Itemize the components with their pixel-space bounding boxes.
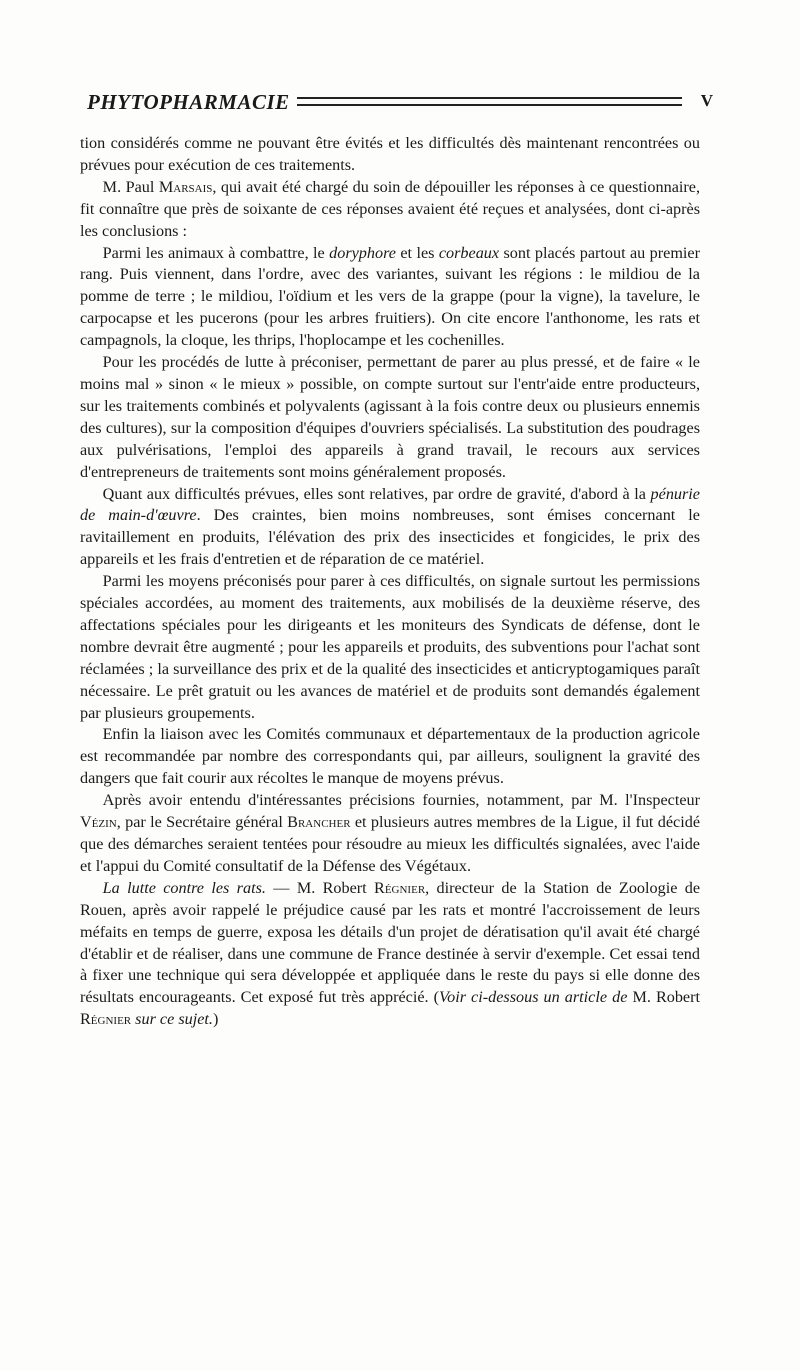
page-number: V: [700, 91, 713, 110]
person-name: Régnier: [374, 878, 426, 897]
paragraph-8: Après avoir entendu d'intéressantes précisions fournies, notamment, par M. l'Inspecteur Vézin, par le Secrétaire général Brancher et plusieurs autres membres de la Ligue, il fut décidé que des démarches seraient tentées pour résoudre au mieux les difficultés signalées, avec l'aide et l'appui du Comité consultatif de la Défense des Végétaux.: [80, 791, 701, 875]
emphasis: pénurie de main-d'œuvre: [80, 484, 700, 525]
paragraph-9: La lutte contre les rats. — M. Robert Régnier, directeur de la Station de Zoologie de Rouen, après avoir rappelé le préjudice causé par les rats et montré l'accroissement de leurs méfaits en temps de guerre, exposa les détails d'un projet de dératisation qu'il avait été chargé d'établir et de réaliser, dans une commune de France destinée à servir d'exemple. Cet essai tend à fixer une technique qui sera développée et appliquée dans le reste du pays si elle donne des résultats encourageants. Cet exposé fut très apprécié. (Voir ci-dessous un article de M. Robert Régnier sur ce sujet.): [80, 878, 701, 1029]
person-name: Vézin: [80, 813, 117, 832]
paragraph-7: Enfin la liaison avec les Comités communaux et départementaux de la production agricole est recommandée par nombre des correspondants qui, par ailleurs, soulignent la gravité des dangers que fait courir aux récoltes le manque de moyens prévus.: [80, 725, 700, 788]
person-name: Régnier: [80, 1010, 132, 1029]
section-title: La lutte contre les rats.: [102, 878, 266, 897]
person-name: Brancher: [287, 813, 351, 832]
paragraph-4: Pour les procédés de lutte à préconiser, permettant de parer au plus pressé, et de faire « le moins mal » sinon « le mieux » possible, on compte surtout sur l'entr'aide entre producteurs, sur les traitements combinés et polyvalents (agissant à la fois contre deux ou plusieurs ennemis des cultures), sur la composition d'équipes d'ouvriers spécialisés. La substitution des poudrages aux pulvérisations, l'emploi des appareils à grand travail, le recours aux services d'entrepreneurs de traitements sont moins généralement proposés.: [80, 353, 700, 481]
paragraph-3: Parmi les animaux à combattre, le doryphore et les corbeaux sont placés partout au premier rang. Puis viennent, dans l'ordre, avec des variantes, suivant les régions : le mildiou de la pomme de terre ; le mildiou, l'oïdium et les vers de la grappe (pour la vigne), la tavelure, le carpocapse et les pucerons (pour les arbres fruitiers). On cite encore l'anthonome, les rats et campagnols, la cloque, les thrips, l'hoplocampe et les cochenilles.: [80, 243, 701, 350]
article-body: [80, 133, 700, 1031]
pest-name: doryphore: [329, 243, 396, 262]
paragraph-1: tion considérés comme ne pouvant être évités et les difficultés dès maintenant rencontrées ou prévues pour exécution de ces traitements.: [80, 134, 700, 174]
running-title: PHYTOPHARMACIE: [87, 90, 290, 114]
paragraph-5: Quant aux difficultés prévues, elles sont relatives, par ordre de gravité, d'abord à la pénurie de main-d'œuvre. Des craintes, bien moins nombreuses, sont émises concernant le ravitaillement en produits, l'élévation des prix des insecticides et fongicides, le prix des appareils et les frais d'entretien et de réparation de ce matériel.: [80, 484, 700, 569]
header-rule: [297, 97, 682, 106]
page-header: [87, 90, 713, 120]
cross-reference: Voir ci-dessous un article de: [439, 988, 628, 1007]
paragraph-2: M. Paul Marsais, qui avait été chargé du soin de dépouiller les réponses à ce questionnaire, fit connaître que près de soixante de ces réponses avaient été reçues et analysées, dont ci-après les conclusions :: [80, 177, 700, 240]
person-name: Marsais: [158, 177, 213, 196]
pest-name: corbeaux: [438, 243, 500, 262]
paragraph-6: Parmi les moyens préconisés pour parer à ces difficultés, on signale surtout les permissions spéciales accordées, au moment des traitements, aux mobilisés de la deuxième réserve, des affectations spéciales pour les dirigeants et les moniteurs des Syndicats de défense, dont le nombre devrait être augmenté ; pour les appareils et produits, des subventions pour l'achat sont réclamées ; la surveillance des prix et de la qualité des insecticides et anticryptogamiques paraît nécessaire. Le prêt gratuit ou les avances de matériel et de produits sont demandés également par plusieurs groupements.: [80, 572, 700, 722]
